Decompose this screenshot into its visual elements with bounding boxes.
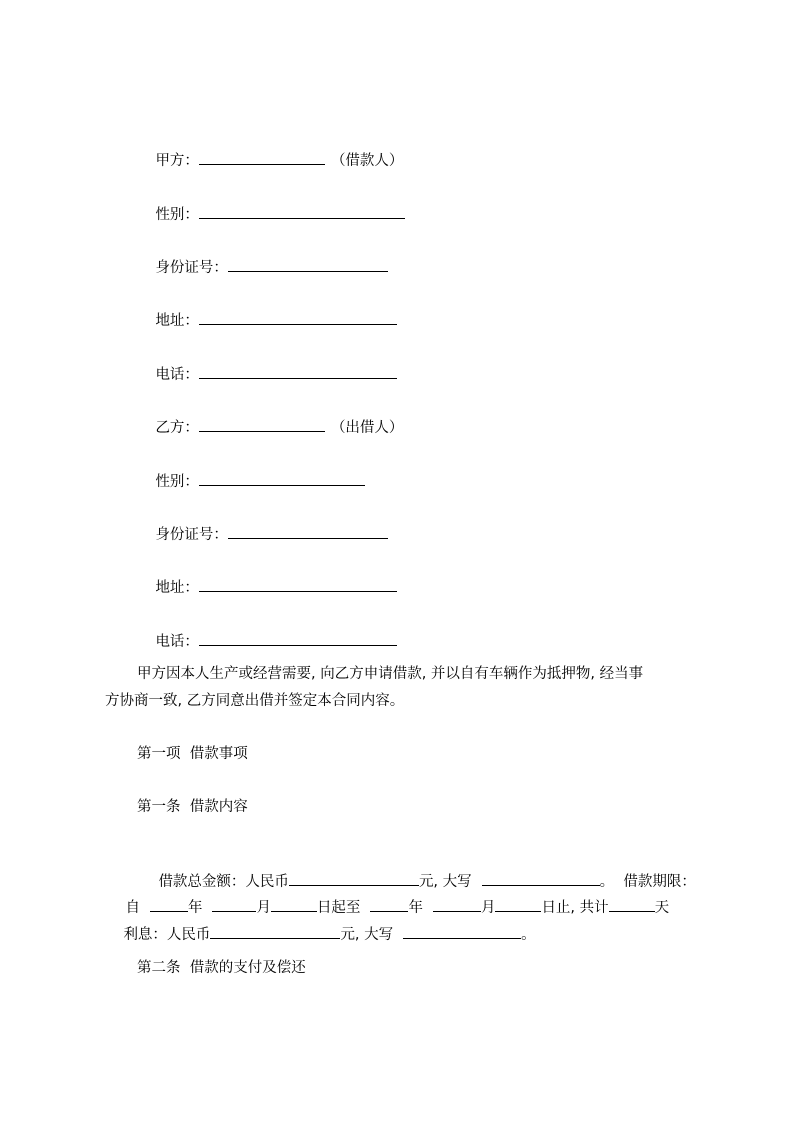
loan-period-label: 。 借款期限： (599, 874, 696, 890)
party-a-label: 甲方： (155, 153, 199, 169)
interest-amount-field[interactable] (210, 924, 340, 939)
interest-yuan: 元, 大写 (340, 927, 394, 943)
party-a-gender-line (137, 184, 405, 245)
article-1-heading: 第一条 借款内容 (137, 799, 248, 815)
loan-amount-label: 借款总金额：人民币 (158, 874, 289, 890)
total-days-label: 天 (654, 900, 670, 916)
party-b-phone-line (137, 611, 397, 672)
party-a-id-line (137, 237, 388, 298)
party-a-address-line (137, 290, 397, 351)
end-day-label: 日止, 共计 (541, 900, 609, 916)
intro-line-2: 方协商一致, 乙方同意出借并签定本合同内容。 (105, 693, 405, 709)
party-a-gender-label: 性别： (155, 207, 199, 223)
party-a-id-field[interactable] (228, 257, 388, 272)
interest-words-field[interactable] (403, 924, 521, 939)
end-month-label: 月 (480, 900, 496, 916)
party-a-address-label: 地址： (155, 313, 199, 329)
start-year-label: 年 (187, 900, 203, 916)
party-b-id-label: 身份证号： (155, 527, 228, 543)
party-a-address-field[interactable] (199, 310, 397, 325)
total-days-field[interactable] (609, 897, 655, 912)
party-a-line (137, 130, 403, 191)
party-a-phone-line (137, 344, 397, 405)
party-b-role: （出借人） (330, 420, 404, 436)
party-b-id-field[interactable] (228, 524, 388, 539)
article-2-heading: 第二条 借款的支付及偿还 (137, 960, 306, 976)
period-from-label: 自 (125, 900, 140, 916)
party-b-id-line (137, 504, 388, 565)
party-a-role: （借款人） (330, 153, 404, 169)
party-a-gender-field[interactable] (199, 204, 405, 219)
party-a-name-field[interactable] (199, 150, 325, 165)
party-a-id-label: 身份证号： (155, 260, 228, 276)
interest-end: 。 (521, 927, 536, 943)
party-b-gender-line (137, 451, 365, 512)
party-b-gender-label: 性别： (155, 474, 199, 490)
party-b-address-line (137, 557, 397, 618)
end-year-label: 年 (408, 900, 423, 916)
interest-line (105, 904, 536, 965)
party-b-name-field[interactable] (199, 417, 325, 432)
start-month-label: 月 (256, 900, 271, 916)
interest-label: 利息：人民币 (123, 927, 211, 943)
party-b-address-label: 地址： (155, 580, 199, 596)
party-b-address-field[interactable] (199, 577, 397, 592)
party-b-phone-label: 电话： (155, 634, 199, 650)
party-b-gender-field[interactable] (199, 471, 365, 486)
loan-amount-yuan: 元, 大写 (418, 874, 472, 890)
start-day-label: 日起至 (316, 900, 361, 916)
party-b-phone-field[interactable] (199, 631, 397, 646)
party-a-phone-label: 电话： (155, 367, 199, 383)
intro-line-1: 甲方因本人生产或经营需要, 向乙方申请借款, 并以自有车辆作为抵押物, 经当事 (137, 666, 644, 682)
party-a-phone-field[interactable] (199, 364, 397, 379)
section-heading: 第一项 借款事项 (137, 746, 248, 762)
party-b-label: 乙方： (155, 420, 199, 436)
party-b-line (137, 397, 403, 458)
